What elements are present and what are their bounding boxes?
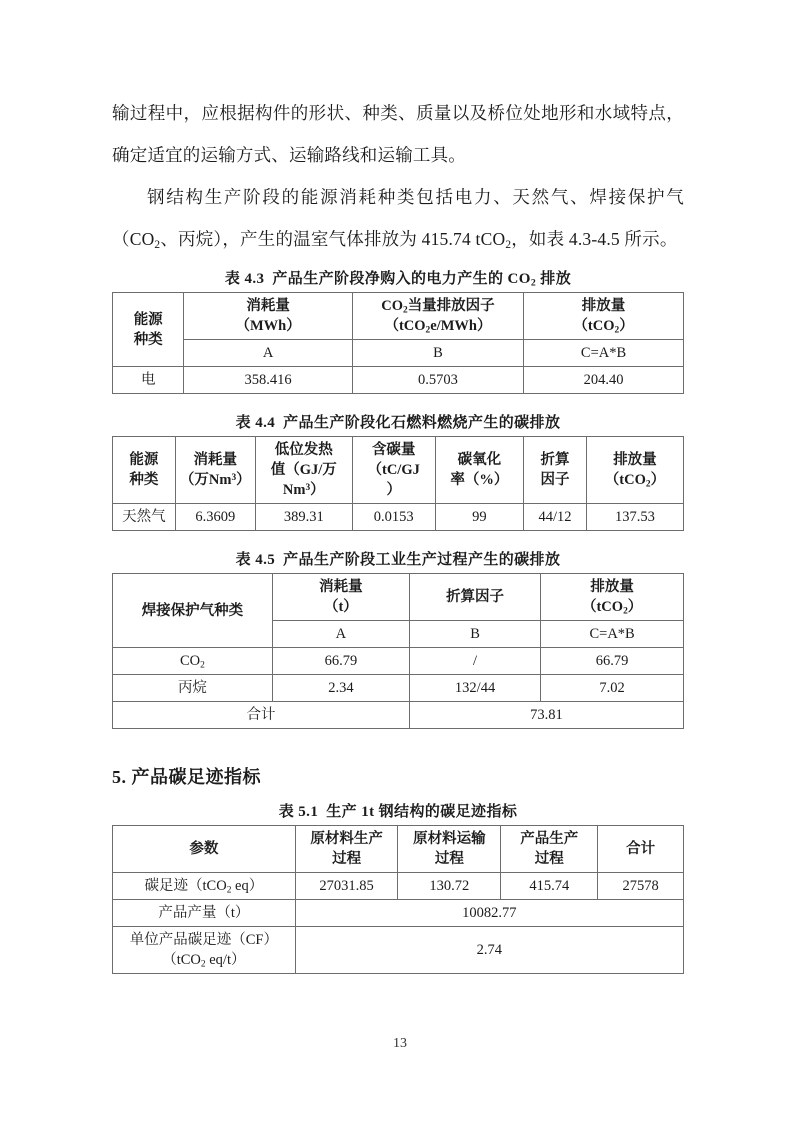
hdr-pre: Nm xyxy=(282,482,306,498)
hdr-sub: 2 xyxy=(645,479,651,490)
hdr-pre: （tCO xyxy=(604,472,646,488)
table-4-3-formula-c: C=A*B xyxy=(524,340,684,367)
label-post: eq） xyxy=(231,878,264,894)
table-4-4-cell-conversion-factor: 44/12 xyxy=(524,504,587,531)
table-row xyxy=(113,648,684,675)
label-l2-sub: 2 xyxy=(200,959,206,970)
table-5-1-header-parameter: 参数 xyxy=(113,826,296,873)
label-sub: 2 xyxy=(226,885,232,896)
header-line-2 xyxy=(355,316,521,336)
table-4-3-header-emissions xyxy=(524,293,684,340)
paragraph-2-part-3: ，如表 4.3-4.5 所示。 xyxy=(511,229,678,249)
table-4-3 xyxy=(112,292,684,394)
header-line-2: 过程 xyxy=(332,851,362,867)
label-sub: 2 xyxy=(200,660,205,671)
table-4-5-cell-consumption: 66.79 xyxy=(272,648,409,675)
table-4-5-cell-factor: 132/44 xyxy=(409,675,540,702)
table-4-4-row-label: 天然气 xyxy=(113,504,176,531)
hdr-post: ） xyxy=(619,318,634,334)
body-paragraph-2 xyxy=(112,176,684,260)
header-line-1: 碳氧化 xyxy=(457,452,502,468)
hdr-sup: 3 xyxy=(231,472,237,483)
table-4-4-cell-oxidation-rate: 99 xyxy=(435,504,524,531)
page-content xyxy=(112,92,684,974)
table-4-4-header-conversion-factor xyxy=(524,437,587,504)
table-4-3-header-emission-factor xyxy=(352,293,523,340)
table-4-4-header-lower-heating-value xyxy=(255,437,352,504)
header-line-2: （MWh） xyxy=(235,318,301,334)
table-4-4-caption-text: 产品生产阶段化石燃料燃烧产生的碳排放 xyxy=(283,415,561,431)
header-line-1: 消耗量 xyxy=(193,452,238,468)
table-4-4-caption xyxy=(112,412,684,434)
header-line-2: 过程 xyxy=(534,851,564,867)
hdr-post: 当量排放因子 xyxy=(407,298,495,314)
table-4-5-header-shielding-gas-type: 焊接保护气种类 xyxy=(113,574,273,648)
table-5-1-cell-raw-material-production: 27031.85 xyxy=(295,873,398,900)
hdr-sup: 3 xyxy=(305,482,311,493)
section-number: 5. xyxy=(112,767,127,787)
hdr-sub: 2 xyxy=(614,325,620,336)
label-pre: 丙烷 xyxy=(177,680,207,696)
table-row xyxy=(113,873,684,900)
hdr-pre: CO xyxy=(381,298,403,314)
table-row xyxy=(113,927,684,974)
table-4-3-caption-sub: 2 xyxy=(530,277,537,289)
table-4-5-row-label-co2 xyxy=(113,648,273,675)
table-row xyxy=(113,340,684,367)
table-4-5-caption xyxy=(112,549,684,571)
header-line-2: 因子 xyxy=(540,472,570,488)
table-5-1-caption-label: 表 5.1 xyxy=(278,804,319,820)
table-4-5-total-value: 73.81 xyxy=(409,702,683,729)
table-row xyxy=(113,504,684,531)
table-4-4-cell-carbon-content: 0.0153 xyxy=(352,504,435,531)
table-row xyxy=(113,900,684,927)
header-line-2: 值（GJ/万 xyxy=(270,462,337,478)
page-number: 13 xyxy=(393,1036,407,1051)
table-4-4-caption-label: 表 4.4 xyxy=(235,415,276,431)
header-line-1: 原材料运输 xyxy=(413,831,486,847)
table-4-5-caption-text: 产品生产阶段工业生产过程产生的碳排放 xyxy=(283,552,561,568)
table-4-5-formula-c: C=A*B xyxy=(541,621,684,648)
table-5-1-row-label-carbon-footprint xyxy=(113,873,296,900)
table-4-4-header-consumption xyxy=(175,437,255,504)
header-line-1: 能源 xyxy=(133,311,163,328)
hdr-post: ） xyxy=(236,472,251,488)
header-line-1: 原材料生产 xyxy=(310,831,383,847)
table-5-1-cell-product-production: 415.74 xyxy=(501,873,598,900)
label-pre: 碳足迹（tCO xyxy=(144,878,227,894)
header-line-1: 消耗量 xyxy=(246,298,290,314)
table-5-1-header-raw-material-transport xyxy=(398,826,501,873)
header-line-2: 率（%） xyxy=(450,472,509,488)
table-4-3-caption xyxy=(112,268,684,290)
body-paragraph-1: 输过程中，应根据构件的形状、种类、质量以及桥位处地形和水域特点，确定适宜的运输方式、运输路线和运输工具。 xyxy=(112,103,684,165)
header-line-1: 含碳量 xyxy=(371,442,416,458)
header-line-3 xyxy=(258,480,350,500)
table-4-3-caption-text-pre: 产品生产阶段净购入的电力产生的 CO xyxy=(272,271,531,287)
table-4-5-cell-factor: / xyxy=(409,648,540,675)
table-4-4-header-energy-type xyxy=(113,437,176,504)
table-4-3-header-consumption xyxy=(184,293,352,340)
section-title: 产品碳足迹指标 xyxy=(131,767,261,787)
table-row xyxy=(113,675,684,702)
table-4-5-row-label-propane xyxy=(113,675,273,702)
header-line-1 xyxy=(355,296,521,316)
header-line-1: 排放量 xyxy=(590,579,634,595)
header-line-3: ） xyxy=(386,482,401,498)
header-line-1: 低位发热 xyxy=(274,442,333,458)
table-row xyxy=(113,574,684,621)
label-l2-pre: （tCO xyxy=(162,952,201,968)
hdr-pre: （万Nm xyxy=(179,472,232,488)
header-line-2: 种类 xyxy=(133,331,163,348)
table-5-1-header-raw-material-production xyxy=(295,826,398,873)
table-4-3-formula-a: A xyxy=(184,340,352,367)
section-heading-5 xyxy=(112,763,684,789)
header-line-1: 排放量 xyxy=(613,452,657,468)
table-5-1-caption xyxy=(112,801,684,823)
table-5-1-cell-total: 27578 xyxy=(598,873,684,900)
table-5-1-cell-raw-material-transport: 130.72 xyxy=(398,873,501,900)
header-line-2: （t） xyxy=(323,599,358,615)
table-4-5-cell-emission: 7.02 xyxy=(541,675,684,702)
paragraph-2-part-1: 钢结构生产阶段的能源消耗种类包括电力、天然气、焊接保护气（CO xyxy=(112,187,684,249)
table-4-3-caption-label: 表 4.3 xyxy=(224,271,265,287)
table-4-4-cell-emission: 137.53 xyxy=(586,504,683,531)
table-4-5 xyxy=(112,573,684,729)
table-4-5-total-label: 合计 xyxy=(113,702,410,729)
hdr-post: ） xyxy=(650,472,666,488)
table-5-1 xyxy=(112,825,684,974)
hdr-pre: （tCO xyxy=(384,318,426,334)
table-4-5-formula-b: B xyxy=(409,621,540,648)
header-line-1: 消耗量 xyxy=(319,579,363,595)
paragraph-2-part-2: 、丙烷），产生的温室气体排放为 415.74 tCO xyxy=(160,229,506,249)
label-line-2 xyxy=(115,950,293,970)
table-4-5-header-emissions xyxy=(541,574,684,621)
header-line-2: （tC/GJ xyxy=(367,462,420,478)
table-row xyxy=(113,826,684,873)
table-4-5-cell-consumption: 2.34 xyxy=(272,675,409,702)
hdr-sub: 2 xyxy=(425,325,431,336)
label-line-1 xyxy=(115,930,293,950)
table-4-3-header-energy-type xyxy=(113,293,184,367)
header-line-2 xyxy=(526,316,681,336)
table-4-4-header-carbon-content xyxy=(352,437,435,504)
table-4-4-cell-consumption: 6.3609 xyxy=(175,504,255,531)
table-4-5-cell-emission: 66.79 xyxy=(541,648,684,675)
label-pre: CO xyxy=(180,653,201,669)
label-pre: 产品产量（t） xyxy=(158,905,250,921)
table-4-3-caption-text-post: 排放 xyxy=(536,271,572,287)
header-line-1: 折算 xyxy=(540,452,570,468)
label-pre: 单位产品碳足迹（CF） xyxy=(129,932,278,948)
hdr-post: ） xyxy=(627,599,643,615)
header-line-2: 过程 xyxy=(434,851,464,867)
header-line-2: 种类 xyxy=(129,472,159,488)
table-4-3-row-label: 电 xyxy=(113,367,184,394)
header-line-2 xyxy=(178,470,253,490)
hdr-sub: 2 xyxy=(402,305,408,316)
table-5-1-cell-product-output-value: 10082.77 xyxy=(295,900,683,927)
header-line-1: 产品生产 xyxy=(520,831,579,847)
table-row xyxy=(113,293,684,340)
hdr-pre: （tCO xyxy=(573,318,615,334)
table-4-3-formula-b: B xyxy=(352,340,523,367)
table-4-4 xyxy=(112,436,684,531)
hdr-pre: （tCO xyxy=(581,599,624,615)
header-line-1: 排放量 xyxy=(581,298,626,314)
hdr-sub: 2 xyxy=(623,606,628,617)
header-line-2 xyxy=(589,470,681,490)
table-4-5-caption-label: 表 4.5 xyxy=(235,552,276,568)
table-4-4-header-emissions xyxy=(586,437,683,504)
table-5-1-row-label-unit-carbon-footprint xyxy=(113,927,296,974)
table-5-1-row-label-product-output xyxy=(113,900,296,927)
table-row xyxy=(113,367,684,394)
table-5-1-cell-unit-carbon-footprint-value: 2.74 xyxy=(295,927,683,974)
label-l2-post: eq/t） xyxy=(205,952,246,968)
table-row xyxy=(113,702,684,729)
table-5-1-header-product-production xyxy=(501,826,598,873)
table-4-5-formula-a: A xyxy=(272,621,409,648)
table-4-4-header-oxidation-rate xyxy=(435,437,524,504)
hdr-post: e/MWh） xyxy=(430,318,492,334)
table-4-3-cell-emission: 204.40 xyxy=(524,367,684,394)
header-line-1: 能源 xyxy=(129,452,159,468)
table-4-3-cell-factor: 0.5703 xyxy=(352,367,523,394)
table-4-3-cell-consumption: 358.416 xyxy=(184,367,352,394)
table-5-1-header-total: 合计 xyxy=(598,826,684,873)
table-4-5-header-consumption xyxy=(272,574,409,621)
table-5-1-caption-text: 生产 1t 钢结构的碳足迹指标 xyxy=(326,804,518,820)
paragraph-2-sub-1: 2 xyxy=(154,239,161,252)
hdr-post: ） xyxy=(310,482,325,498)
paragraph-2-sub-2: 2 xyxy=(505,239,512,252)
header-line-2 xyxy=(543,597,681,617)
table-4-4-cell-heating-value: 389.31 xyxy=(255,504,352,531)
table-row xyxy=(113,437,684,504)
table-4-5-header-conversion-factor: 折算因子 xyxy=(409,574,540,621)
